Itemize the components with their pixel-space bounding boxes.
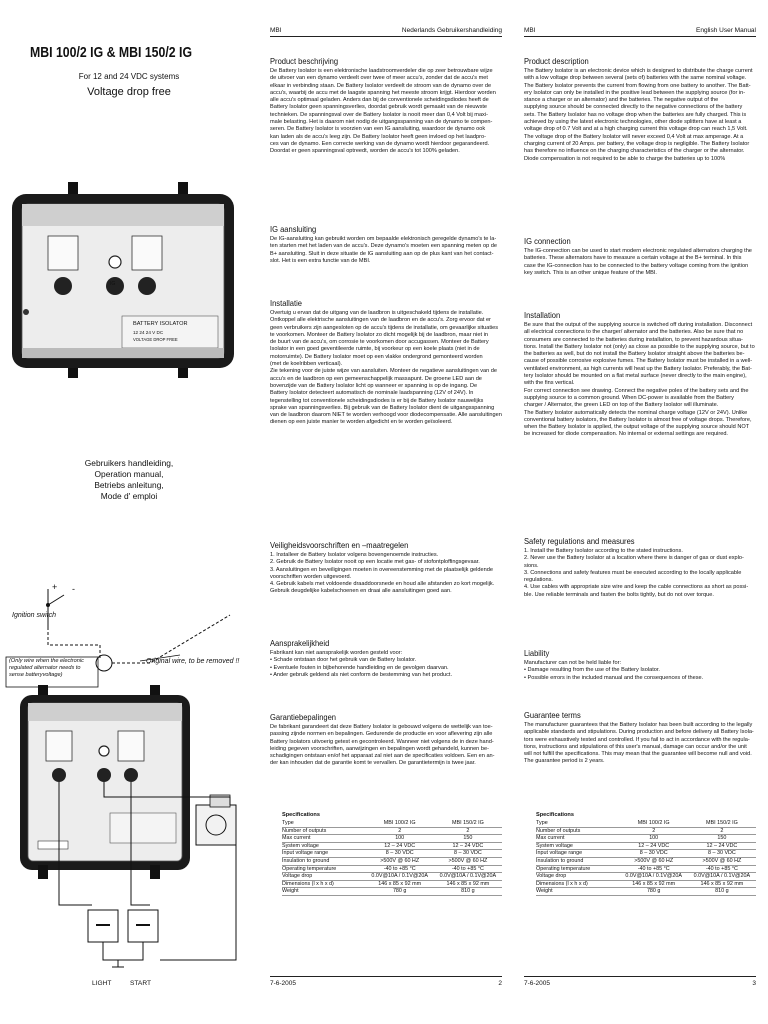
table-cell: -40 to +85 °C — [637, 865, 670, 872]
text-line: De IG-aansluiting kan gebruikt worden om bepaalde elektronisch geregelde dynamo's te la- — [270, 236, 497, 242]
page-header: MBI Nederlands Gebruikershandleiding — [270, 27, 502, 37]
text-line: The Battery Isolator prevents the current from flowing from one battery to another. The Batt- — [524, 82, 751, 89]
table-cell: MBI 100/2 IG — [637, 820, 670, 826]
table-cell: 2 — [466, 827, 470, 834]
table-cell: 780 g — [646, 888, 661, 895]
table-row — [536, 873, 756, 881]
text-line: voltage drop of 0.7 Volt and at a high charging current this voltage drop can reach 1,5 Volt. — [524, 126, 748, 133]
table-cell: Insulation to ground — [282, 857, 330, 864]
table-cell: 0.0V@10A / 0.1V@20A — [693, 873, 751, 880]
table-cell: 8 – 30 VDC — [453, 850, 482, 857]
text-line: the batteries as well, but do not install the Battery Isolator straight above the batteries be- — [524, 351, 745, 358]
text-line: bovenzijde van de Battery Isolator licht op wanneer er spanning is op de ingang. De — [270, 382, 478, 389]
table-cell: 0.0V@10A / 0.1V@20A — [439, 873, 497, 880]
ignition-switch-label: Ignition switch — [12, 612, 56, 619]
text-line: accu's en de laadbron op een gemeenschappelijk massapunt. De groene LED aan de — [270, 375, 482, 382]
text-line: For correct connection see drawing. Connect the negative poles of the battery sets and the — [524, 387, 749, 394]
section-heading: Installation — [524, 310, 561, 320]
text-line: 4. Gebruik kabels met voldoende draaddoorsnede en houd alle afstanden zo kort mogelijk. — [270, 581, 495, 588]
device-label-line1: BATTERY ISOLATOR — [133, 321, 188, 327]
device-label-line3: VOLTAGE DROP FREE — [133, 337, 178, 342]
section-heading: Product beschrijving — [270, 56, 339, 66]
text-line: Battery Isolator detecteert automatisch de nominale laadspanning (12V of 24V). In — [270, 390, 474, 397]
section — [524, 648, 756, 682]
text-line: charger / Alternator, the green LED on top of the Battery Isolator will illuminate. — [524, 402, 719, 409]
spec-table — [536, 820, 756, 896]
table-row — [536, 842, 756, 850]
table-cell: Number of outputs — [536, 827, 581, 834]
table-row — [282, 857, 502, 865]
original-wire-label: Original wire, to be removed !! — [146, 658, 240, 665]
text-line: (met de koelribben verticaal). — [270, 361, 343, 368]
text-line: 3. Connections and safety features must be executed according to the locally applicable — [524, 569, 742, 576]
table-cell: 12 – 24 VDC — [638, 842, 670, 849]
text-line: De Battery Isolator is een elektronische laadstroomverdeler die op zeer betrouwbare wijze — [270, 68, 493, 74]
table-cell: -40 to +85 °C — [705, 865, 738, 872]
section — [270, 540, 502, 596]
table-row — [536, 820, 756, 827]
table-row — [536, 857, 756, 865]
table-cell: 12 – 24 VDC — [384, 842, 416, 849]
table-cell: Dimensions (l x h x d) — [282, 880, 334, 887]
table-row — [536, 865, 756, 873]
section-body — [270, 552, 502, 596]
text-line: schadigingen ontstaan en/of het apparaat zal niet aan de specificaties voldoen. Een en an- — [270, 753, 495, 760]
section-heading: Liability — [524, 648, 550, 658]
text-line: • Damage resulting from the use of the Battery Isolator. — [524, 667, 660, 674]
table-cell: 150 — [463, 835, 473, 842]
text-line: 2. Never use the Battery Isolator at a location where there is danger of gas or dust explo- — [524, 555, 744, 562]
section-heading: Guarantee terms — [524, 710, 581, 720]
section-body — [524, 722, 756, 766]
text-line: Manufacturer can not be held liable for: — [524, 660, 622, 666]
table-cell: Input voltage range — [536, 850, 583, 857]
text-line: ten starten met het laden van de accu's. Deze dynamo's moeten een spanning meten op de — [270, 243, 497, 250]
table-cell: 810 g — [461, 888, 475, 895]
text-line: The guarantee period is 2 years. — [524, 758, 605, 765]
table-row — [536, 827, 756, 835]
spec-title: Specifications — [282, 812, 320, 818]
page-footer: 7-6-2005 2 — [270, 976, 502, 987]
text-line: • Ander gebruik geldend als niet conform de bestemming van het product. — [270, 671, 452, 678]
table-cell: MBI 150/2 IG — [706, 820, 738, 826]
table-row — [282, 865, 502, 873]
table-cell: 100 — [649, 835, 659, 842]
section — [270, 224, 502, 265]
text-line: Overtuig u ervan dat de uitgang van de laadbron is uitgeschakeld tijdens de installatie. — [270, 310, 484, 316]
product-tagline: Voltage drop free — [87, 86, 171, 98]
table-row — [282, 835, 502, 843]
table-cell: 150 — [717, 835, 727, 842]
table-cell: Weight — [282, 888, 299, 895]
text-line: The Battery Isolator is an electronic device which is designed to distribute the charge current — [524, 68, 753, 74]
text-line: Be sure that the output of the supplying source is switched off during installation. Disconnect — [524, 322, 753, 328]
table-cell: >500V @ 60 HZ — [448, 857, 488, 864]
table-cell: Number of outputs — [282, 827, 327, 834]
section — [524, 56, 756, 163]
text-line: 1. Install the Battery Isolator according to the stated instructions. — [524, 548, 683, 554]
section-body — [270, 68, 502, 156]
english-column — [524, 0, 756, 1024]
text-line: tions, instructions and stipulations of this user's manual, damage can occur and/or the unit — [524, 743, 747, 750]
section-heading: IG connection — [524, 236, 571, 246]
table-cell: 2 — [720, 827, 724, 834]
table-cell: -40 to +85 °C — [451, 865, 484, 872]
section-body — [270, 236, 502, 265]
text-line: regulations. — [524, 577, 553, 584]
text-line: The voltage drop of the Battery Isolator will never exceed 0,4 Volt at max amperage. At a — [524, 133, 744, 140]
text-line: motorruimte). De Battery Isolator moet op een vlakke ondergrond gemonteerd worden — [270, 353, 483, 360]
text-line: Ontkoppel alle elektrische aansluitingen van de laadbron en de accu's. Zorg ervoor dat er — [270, 317, 491, 324]
table-row — [536, 835, 756, 843]
section-body — [524, 248, 756, 277]
text-line: supplying source should be connected directly to the negative connections of the battery — [524, 104, 743, 111]
text-line: ble. Use reliable terminals and fasten the bolts tightly, but do not over torque. — [524, 591, 714, 598]
table-row — [282, 827, 502, 835]
text-line: key switch. This is an other unique feature of the MBI. — [524, 269, 657, 276]
section-heading: Garantiebepalingen — [270, 712, 337, 722]
text-line: tegenstelling tot conventionele scheidingsdiodes is er bij de Battery Isolator nauwelijks — [270, 397, 484, 404]
table-cell: 0.0V@10A / 0.1V@20A — [371, 873, 428, 880]
section-body — [270, 650, 502, 679]
text-line: charging current of 20 Amps. per battery, the voltage drop is negligible. The Battery Isolator — [524, 140, 750, 147]
text-line: sprake van spanningsverlies. Bij gebruik van de Battery Isolator dient de uitgangsspanning — [270, 404, 495, 411]
table-cell: 100 — [395, 835, 405, 842]
table-row — [282, 873, 502, 881]
text-line: all electrical connections to the charger/ alternator and the batteries. Also be sure that no — [524, 329, 744, 336]
text-line: with the fins vertical. — [524, 380, 575, 387]
table-cell: 12 – 24 VDC — [452, 842, 484, 849]
section — [524, 310, 756, 439]
section-body — [270, 310, 502, 427]
section-heading: Aansprakelijkheid — [270, 638, 330, 648]
text-line: passing zijnde normen en bepalingen. Gedurende de productie en voor aflevering zijn alle — [270, 731, 493, 738]
section — [524, 710, 756, 766]
text-line: seren. De Battery Isolator is voorzien van een IG aansluiting, waardoor de dynamo ook — [270, 126, 486, 133]
text-line: cause of possible corrosive explosive fumes. The Battery Isolator must be installed in a well- — [524, 358, 753, 365]
table-cell: >500V @ 60 HZ — [702, 857, 742, 864]
text-line: with a low voltage drop between several (sets of) batteries with the same nominal voltage. — [524, 75, 747, 82]
section-heading: Installatie — [270, 298, 302, 308]
section-heading: Veiligheidsvoorschriften en –maatregelen — [270, 540, 409, 550]
table-row — [536, 888, 756, 896]
table-cell: System voltage — [282, 842, 319, 849]
text-line: • Schade ontstaan door het gebruik van de Battery Isolator. — [270, 657, 417, 664]
table-cell: 8 – 30 VDC — [707, 850, 736, 857]
table-cell: >500V @ 60 HZ — [380, 857, 420, 864]
manual-languages: Gebruikers handleiding, Operation manual, Betriebs anleitung, Mode d' emploi — [84, 458, 174, 501]
spec-table — [282, 820, 502, 896]
table-cell: Voltage drop — [536, 873, 567, 880]
text-line: tery Isolator should be mounted on a flat metal surface (never directly to the main engine), — [524, 373, 747, 380]
page-header: MBI English User Manual — [524, 27, 756, 37]
section-body — [524, 322, 756, 439]
text-line: • Eventuele fouten in bijbehorende handleiding en de gevolgen daarvan. — [270, 664, 449, 671]
text-line: geen verbruikers zijn aangesloten op de accu's tijdens de installatie, om gevaarlijke situaties — [270, 324, 499, 331]
text-line: de buurt van de accu's, om corrosie te voorkomen door accugassen. Monteer de Battery — [270, 339, 489, 346]
table-row — [282, 850, 502, 858]
text-line: 4. Use cables with appropriate size wire and keep the cable connections as short as possi- — [524, 584, 749, 591]
specifications-table — [536, 812, 756, 896]
table-cell: Type — [282, 820, 294, 826]
section — [270, 298, 502, 427]
text-line: Doordat er geen spanningsval optreedt, worden de accu's tot 100% geladen. — [270, 148, 460, 155]
battery-start-label: START — [130, 980, 152, 987]
table-cell: 2 — [652, 827, 656, 834]
text-line: Isolator in een goed geventileerde ruimte, bij voorkeur op een koele plaats (niet in de — [270, 346, 480, 353]
text-line: applicable standards and stipulations. During production and before delivery all Battery Isola- — [524, 729, 754, 736]
text-line: technieken. De spanningsval over de Battery Isolator is nooit meer dan 0,4 Volt bij maxi- — [270, 111, 488, 118]
text-line: • Possible errors in the included manual and the consequences of these. — [524, 674, 704, 681]
product-title: MBI 100/2 IG & MBI 150/2 IG — [30, 44, 193, 61]
page-footer: 7-6-2005 3 — [524, 976, 756, 987]
table-cell: 146 x 85 x 92 mm — [446, 880, 490, 887]
text-line: Battery Isolator geen spanningsverlies, doordat gebruik wordt gemaakt van de nieuwste — [270, 104, 488, 111]
table-cell: 146 x 85 x 92 mm — [632, 880, 676, 887]
section — [270, 638, 502, 679]
text-line: stance a charger or an alternator) and the batteries. The negative output of the — [524, 97, 719, 104]
section-body — [524, 548, 756, 599]
text-line: Fabrikant kan niet aansprakelijk worden gesteld voor: — [270, 650, 403, 656]
text-line: Zie tekening voor de juiste wijze van aansluiten. Monteer de negatieve aansluitingen van de — [270, 368, 498, 375]
table-cell: Weight — [536, 888, 553, 895]
section — [524, 236, 756, 277]
table-cell: Operating temperature — [536, 865, 591, 872]
text-line: case the IG-connection has to be connected to the battery voltage coming from the ignition — [524, 262, 749, 269]
text-line: Diode compensation is not required to be able to charge the batteries up to 100% — [524, 155, 726, 162]
text-line: 2. Gebruik de Battery Isolator nooit op een locatie met gas- of stofontploffingsgevaar. — [270, 559, 480, 566]
table-row — [536, 880, 756, 888]
table-cell: 8 – 30 VDC — [385, 850, 414, 857]
ignition-minus: - — [72, 584, 75, 594]
specifications-table — [282, 812, 502, 896]
text-line: male belasting. Het is daarom niet nodig de uitgangsspanning van de dynamo te compen- — [270, 119, 493, 126]
text-line: elkaar in verbinding staan. De Battery Isolator verdeelt de stroom van de dynamo over de — [270, 82, 492, 89]
text-line: ces van de dynamo. Een correcte werking van de dynamo wordt hierdoor gegarandeerd. — [270, 140, 490, 147]
table-cell: 810 g — [715, 888, 729, 895]
table-cell: Voltage drop — [282, 873, 313, 880]
table-cell: >500V @ 60 HZ — [634, 857, 674, 864]
section-body — [270, 724, 502, 768]
text-line: leiding gegeven voorschriften, aanwijzingen en bepalingen wordt gehandeld, kunnen be- — [270, 745, 489, 752]
ig-note: (Only wire when the electronic regulated alternator needs to sense batteryvoltage) — [9, 658, 84, 678]
text-line: when the Battery Isolator is applied, the output voltage of the supplying source should NOT — [524, 424, 750, 431]
battery-isolator-illustration — [0, 176, 258, 386]
table-row — [282, 880, 502, 888]
table-cell: System voltage — [536, 842, 573, 849]
table-cell: 2 — [398, 827, 402, 834]
table-row — [282, 888, 502, 896]
text-line: 3. Aansluitingen en beveiligingen moeten in overeenstemming met de plaatselijk geldende — [270, 566, 493, 573]
section-heading: Product description — [524, 56, 589, 66]
text-line: will not fulfill the specifications. This may mean that the guarantee will become null and void. — [524, 751, 752, 758]
text-line: has therefore no influence on the charging characteristics of the charger or the alternator. — [524, 148, 745, 155]
table-cell: Input voltage range — [282, 850, 329, 857]
text-line: tions. Install the Battery Isolator not (only) as close as possible to the supplying source, but to — [524, 343, 755, 350]
product-subtitle: For 12 and 24 VDC systems — [78, 72, 180, 81]
device-ig-terminal: IG — [110, 281, 116, 287]
table-cell: 780 g — [392, 888, 407, 895]
text-line: conventional battery isolators, the Battery Isolator is almost free of voltage drops. Therefore, — [524, 416, 752, 423]
table-row — [282, 820, 502, 827]
table-cell: -40 to +85 °C — [383, 865, 416, 872]
spec-title: Specifications — [536, 812, 574, 818]
table-cell: Insulation to ground — [536, 857, 584, 864]
table-cell: Operating temperature — [282, 865, 337, 872]
cover-column — [0, 0, 258, 1024]
text-line: The IG-connection can be used to start modern electronic regulated alternators charging the — [524, 248, 752, 254]
section-body — [524, 660, 756, 682]
table-row — [536, 850, 756, 858]
text-line: tors were exhaustively tested and controlled. If you fail to act in accordance with the regula- — [524, 736, 750, 743]
text-line: alle accu's optimaal geladen. Anders dan bij de conventionele scheidingsdiodes heeft de — [270, 97, 489, 104]
table-cell: 8 – 30 VDC — [639, 850, 668, 857]
text-line: 1. Installeer de Battery Isolator volgens bovengenoemde instructies. — [270, 552, 439, 558]
text-line: kan laden als de accu's leeg zijn. De Battery Isolator heeft geen invloed op het laadpro- — [270, 133, 486, 140]
text-line: ventilated environment, as high currents will heat up the Battery Isolator. Preferably, the Bat- — [524, 365, 752, 372]
text-line: voorschriften worden uitgevoerd. — [270, 573, 352, 580]
table-cell: 146 x 85 x 92 mm — [700, 880, 744, 887]
text-line: slot. Het is een extra functie van de MBI. — [270, 257, 371, 264]
text-line: The Battery Isolator automatically detects the nominal charge voltage (12V or 24V). Unlike — [524, 409, 748, 416]
text-line: The manufacturer guarantees that the Battery Isolator has been built according to the legally — [524, 722, 753, 728]
text-line: de uitvoer van een dynamo verdeelt over twee of meer accu's, zonder dat de accu's met — [270, 75, 488, 82]
dutch-column — [270, 0, 502, 1024]
text-line: der kan inhouden dat de garantie komt te vervallen. De garantietermijn is twee jaar. — [270, 760, 476, 767]
text-line: achieved by using the latest electronic technologies, other diode splitters have at least a — [524, 119, 742, 126]
table-cell: Max current — [282, 835, 311, 842]
table-cell: 146 x 85 x 92 mm — [378, 880, 422, 887]
ignition-plus: + — [52, 582, 58, 592]
section — [524, 536, 756, 599]
table-cell: MBI 150/2 IG — [452, 820, 484, 826]
table-cell: Type — [536, 820, 548, 826]
table-cell: Max current — [536, 835, 565, 842]
battery-light-label: LIGHT — [92, 980, 112, 987]
table-cell: 12 – 24 VDC — [706, 842, 738, 849]
text-line: Battery Isolators uitvoerig getest en gecontroleerd. Wanneer niet volgens de in deze hand- — [270, 738, 494, 745]
section-heading: IG aansluiting — [270, 224, 317, 234]
text-line: dienen op een juiste manier te worden afgedicht en te worden geïsoleerd. — [270, 419, 453, 426]
text-line: ery Isolator can only be installed in the positive lead between the supplying source (for in- — [524, 89, 746, 96]
text-line: supplying source to a common ground. When DC-power is available from the Battery — [524, 394, 734, 401]
text-line: be increased for diode compensation. No internal or external settings are required. — [524, 431, 728, 438]
table-row — [282, 842, 502, 850]
device-label-line2: 12 24 24 V DC — [133, 330, 164, 335]
text-line: consumers are connected to the batteries during installation, to prevent hazardous situa- — [524, 336, 743, 343]
text-line: accu's, waarbij de accu met de laagste spanning het meeste stroom krijgt. Hierdoor worden — [270, 89, 496, 96]
text-line: sets. The Battery Isolator has no voltage drop when the batteries are fully charged. This is — [524, 111, 747, 118]
text-line: sions. — [524, 562, 539, 569]
section — [270, 712, 502, 768]
text-line: B+ aansluiting. Sluit in deze situatie de IG aansluiting aan op de plus kant van het contact- — [270, 250, 494, 257]
section-body — [524, 68, 756, 163]
text-line: De fabrikant garandeert dat deze Battery Isolator is gebouwd volgens de wettelijk van toe- — [270, 724, 493, 730]
table-cell: 0.0V@10A / 0.1V@20A — [625, 873, 682, 880]
text-line: van de laadbron daarom NIET te worden verhoogd voor diodecompensatie. Alle aansluitingen — [270, 412, 502, 419]
wiring-diagram — [0, 575, 258, 975]
table-cell: MBI 100/2 IG — [383, 820, 416, 826]
table-cell: Dimensions (l x h x d) — [536, 880, 588, 887]
text-line: te voorkomen. Monteer de Battery Isolator zo dicht mogelijk bij de laadbron, maar niet in — [270, 331, 488, 338]
section-heading: Safety regulations and measures — [524, 536, 635, 546]
section — [270, 56, 502, 156]
text-line: batteries. These alternators have to measure a certain voltage at the B+ terminal. In this — [524, 255, 742, 262]
text-line: Gebruik deugdelijke kabelschoenen en draai alle aansluitingen goed aan. — [270, 588, 452, 595]
